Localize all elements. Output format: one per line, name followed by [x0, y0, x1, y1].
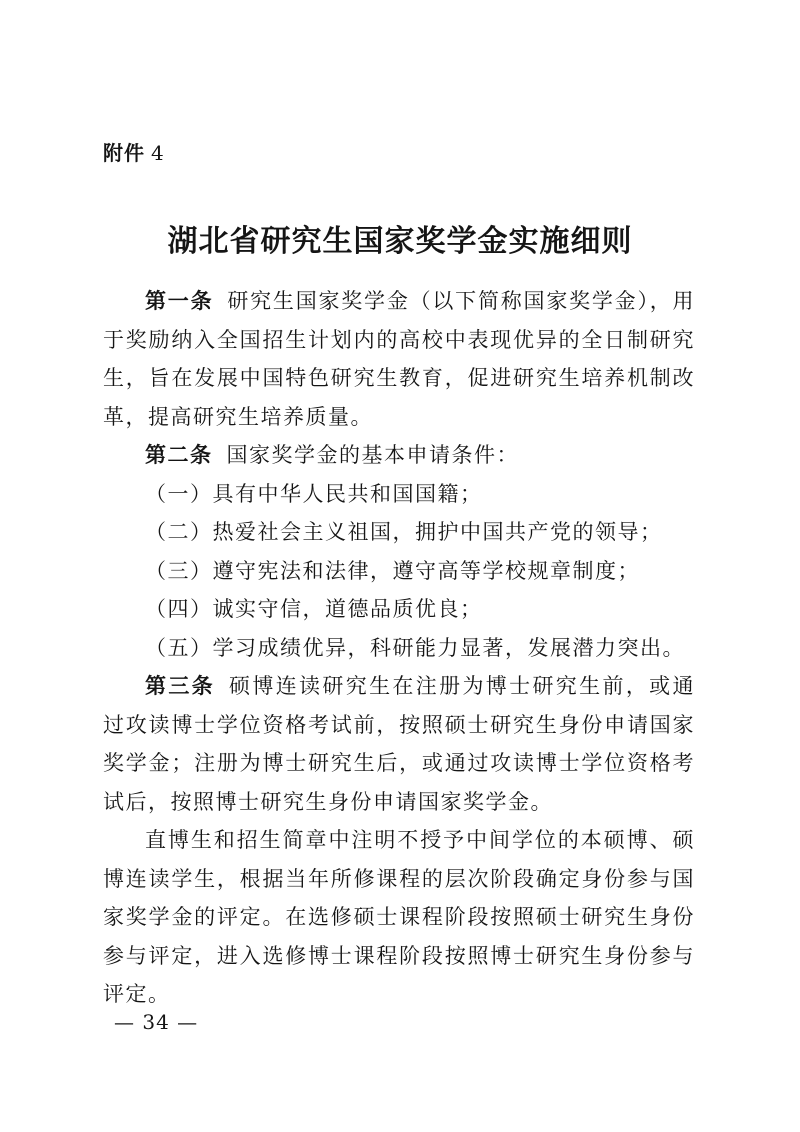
article-2-item: （一）具有中华人民共和国国籍； [145, 481, 483, 506]
attachment-prefix: 附件 [103, 141, 145, 165]
article-3-text: 硕博连读研究生在注册为博士研究生前，或通过攻读博士学位资格考试前，按照硕士研究生身份申请国家奖学金；注册为博士研究生后，或通过攻读博士学位资格考试后，按照博士研究生身份申请国家奖学金。 [103, 674, 696, 814]
article-2-text: 国家奖学金的基本申请条件： [226, 443, 519, 467]
document-body [103, 282, 695, 1014]
attachment-number: 4 [151, 141, 165, 165]
article-1 [103, 282, 695, 436]
article-1-text: 研究生国家奖学金（以下简称国家奖学金），用于奖励纳入全国招生计划内的高校中表现优异的全日制研究生，旨在发展中国特色研究生教育，促进研究生培养机制改革，提高研究生培养质量。 [103, 289, 696, 429]
article-3-continuation: 直博生和招生简章中注明不授予中间学位的本硕博、硕博连读学生，根据当年所修课程的层次阶段确定身份参与国家奖学金的评定。在选修硕士课程阶段按照硕士研究生身份参与评定，进入选修博士课程阶段按照博士研究生身份参与评定。 [103, 828, 695, 1006]
article-2-item: （三）遵守宪法和法律，遵守高等学校规章制度； [145, 558, 640, 583]
article-2 [103, 436, 695, 475]
article-2-label: 第二条 [145, 443, 213, 467]
article-2-item: （四）诚实守信，道德品质优良； [145, 597, 483, 621]
article-3 [103, 667, 695, 821]
attachment-label [103, 137, 165, 166]
article-2-item: （二）热爱社会主义祖国，拥护中国共产党的领导； [145, 520, 663, 544]
article-3-label: 第三条 [145, 674, 216, 698]
article-2-item: （五）学习成绩优异，科研能力显著，发展潜力突出。 [145, 635, 685, 660]
article-1-label: 第一条 [145, 289, 214, 313]
document-title: 湖北省研究生国家奖学金实施细则 [167, 224, 633, 259]
page-number: — 34 — [114, 1010, 199, 1034]
